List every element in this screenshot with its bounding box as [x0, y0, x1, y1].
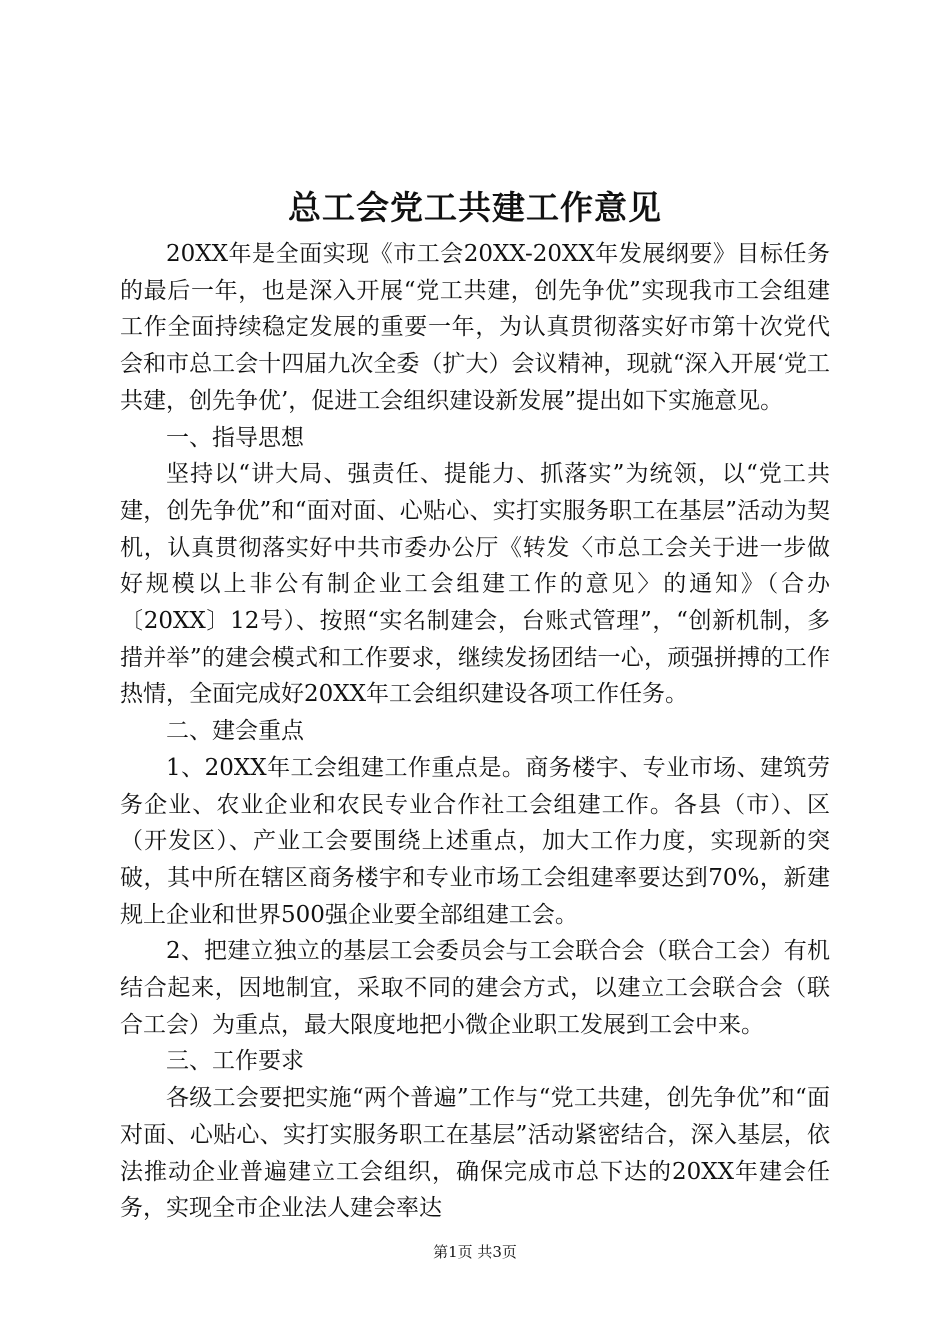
guiding-ideology-paragraph: 坚持以“讲大局、强责任、提能力、抓落实”为统领，以“党工共建，创先争优”和“面对面、心贴心、实打实服务职工在基层”活动为契机，认真贯彻落实好中共市委办公厅《转发〈市总工会关于进一步做好规模以上非公有制企业工会组建工作的意见〉的通知》（合办〔20XX〕12号）、按照“实名制建会，台账式管理”，“创新机制，多措并举”的建会模式和工作要求，继续发扬团结一心，顽强拼搏的工作热情，全面完成好20XX年工会组织建设各项工作任务。: [120, 461, 830, 708]
document-title: 总工会党工共建工作意见: [288, 188, 662, 227]
work-requirements-paragraph: 各级工会要把实施“两个普遍”工作与“党工共建，创先争优”和“面对面、心贴心、实打实服务职工在基层”活动紧密结合，深入基层，依法推动企业普遍建立工会组织，确保完成市总下达的20XX年建会任务，实现全市企业法人建会率达: [120, 1085, 830, 1222]
section-heading-guiding-ideology: 一、指导思想: [166, 424, 304, 451]
document-body: [120, 236, 830, 1227]
intro-paragraph: 20XX年是全面实现《市工会20XX-20XX年发展纲要》目标任务的最后一年，也是深入开展“党工共建，创先争优”实现我市工会组建工作全面持续稳定发展的重要一年，为认真贯彻落实好市第十次党代会和市总工会十四届九次全委（扩大）会议精神，现就“深入开展‘党工共建，创先争优’，促进工会组织建设新发展”提出如下实施意见。: [120, 241, 830, 414]
page-number-footer: 第1页 共3页: [433, 1243, 517, 1261]
section-heading-work-requirements: 三、工作要求: [166, 1048, 304, 1075]
key-point-2-paragraph: 2、把建立独立的基层工会委员会与工会联合会（联合工会）有机结合起来，因地制宜，采取不同的建会方式，以建立工会联合会（联合工会）为重点，最大限度地把小微企业职工发展到工会中来。: [120, 938, 830, 1038]
section-heading-key-points: 二、建会重点: [166, 718, 304, 745]
key-point-1-paragraph: 1、20XX年工会组建工作重点是。商务楼宇、专业市场、建筑劳务企业、农业企业和农民专业合作社工会组建工作。各县（市）、区（开发区）、产业工会要围绕上述重点，加大工作力度，实现新的突破，其中所在辖区商务楼宇和专业市场工会组建率要达到70%，新建规上企业和世界500强企业要全部组建工会。: [120, 754, 830, 928]
